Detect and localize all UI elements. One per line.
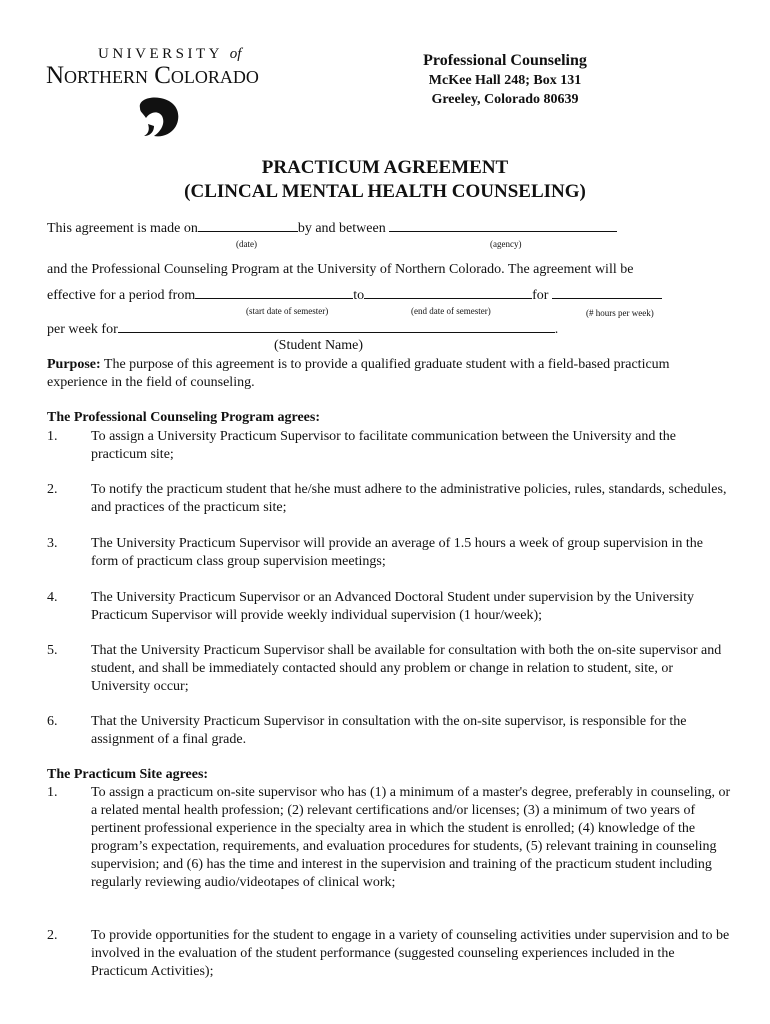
agency-hint: (agency) [490, 239, 522, 249]
department-header [395, 51, 615, 109]
student-name-line: per week for . [47, 322, 559, 337]
site-agrees-heading: The Practicum Site agrees: [47, 767, 209, 782]
department-address-line2: Greeley, Colorado 80639 [431, 92, 579, 107]
purpose-label: Purpose: [47, 357, 101, 372]
department-address-line1: McKee Hall 248; Box 131 [428, 73, 582, 88]
department-name: Professional Counseling [423, 52, 587, 69]
program-text: and the Professional Counseling Program at the University of Northern Colorado. The agreement will be [47, 262, 634, 277]
bear-logo-icon [134, 94, 182, 140]
title-line2: (CLINCAL MENTAL HEALTH COUNSELING) [184, 181, 586, 202]
hours-blank[interactable] [552, 286, 662, 299]
end-date-hint: (end date of semester) [411, 306, 491, 316]
date-hint: (date) [236, 239, 257, 249]
program-agrees-heading: The Professional Counseling Program agrees: [47, 410, 320, 425]
university-logo [46, 44, 286, 144]
document-page: UNIVERSITY of Northern Colorado Professional Counseling McKee Hall 248; Box 131 Greeley, Colorado 80639 PRACTICUM AGREEMENT (CLINCAL MENTAL HEALTH COUNSELING) This agreement is made on by and between (date) (agency) and the Professional Counseling Program at the University of Northern Colorado. The agreement will be effective for a period from to for (start date of semester) (end date of semester) (# hours per week) per week for . (Student Name) Purpose: The purpose of this agreement is to provide a qualified graduate student with a field-based practicum experience in the field of counseling. The Professional Counseling Program agrees: 1. To assign a University Practicum Supervisor to facilitate communication between the University and the practicum site; 2. To notify the practicum student that he/she must adhere to the administrative policies, rules, standards, schedules, and practices of the practicum site; 3. The University Practicum Supervisor will provide an average of 1.5 hours a week of group supervision in the form of practicum class group supervision meetings; 4. The University Practicum Supervisor or an Advanced Doctoral Student under supervision by the University Practicum Supervisor will provide weekly individual supervision (1 hour/week); 5. That the University Practicum Supervisor shall be available for consultation with both the on-site supervisor and student, and shall be immediately contacted should any problem or change in relation to student, site, or University occur; 6. That the University Practicum Supervisor in consultation with the on-site supervisor, is responsible for the assignment of a final grade. The Practicum Site agrees: 1. To assign a practicum on-site supervisor who has (1) a minimum of a master's degree, preferably in counseling, or a related mental health profession; (2) relevant certifications and/or licenses; (3) a minimum of two years of pertinent professional experience in the specialty area in which the student is enrolled; (4) knowledge of the program’s expectation, requirements, and evaluation procedures for students, (5) relevant training in counseling supervision; and (6) has the time and interest in the supervision and training of the practicum student including regularly reviewing audio/videotapes of clinical work; 2. To provide opportunities for the student to engage in a variety of counseling activities under supervision and to be involved in the evaluation of the student performance (suggested counseling experiences included in the Practicum Activities); [0, 0, 770, 1024]
student-name-hint: (Student Name) [274, 338, 364, 353]
purpose-text: The purpose of this agreement is to provide a qualified graduate student with a field-based practicum experience in the field of counseling. [47, 357, 670, 390]
start-date-hint: (start date of semester) [246, 306, 329, 316]
agreement-date-line: This agreement is made on by and between [47, 219, 617, 237]
purpose-paragraph [47, 356, 727, 392]
logo-university-text: UNIVERSITY of [98, 46, 242, 62]
end-date-blank[interactable] [364, 286, 532, 299]
date-blank[interactable] [198, 219, 298, 232]
start-date-blank[interactable] [195, 286, 353, 299]
student-name-blank[interactable] [118, 320, 555, 333]
title-line1: PRACTICUM AGREEMENT [261, 157, 509, 178]
logo-northern-colorado-text: Northern Colorado [46, 62, 259, 89]
document-title [0, 156, 770, 204]
hours-hint: (# hours per week) [586, 308, 654, 318]
agency-blank[interactable] [389, 219, 617, 232]
effective-period-line: effective for a period from to for [47, 286, 662, 304]
